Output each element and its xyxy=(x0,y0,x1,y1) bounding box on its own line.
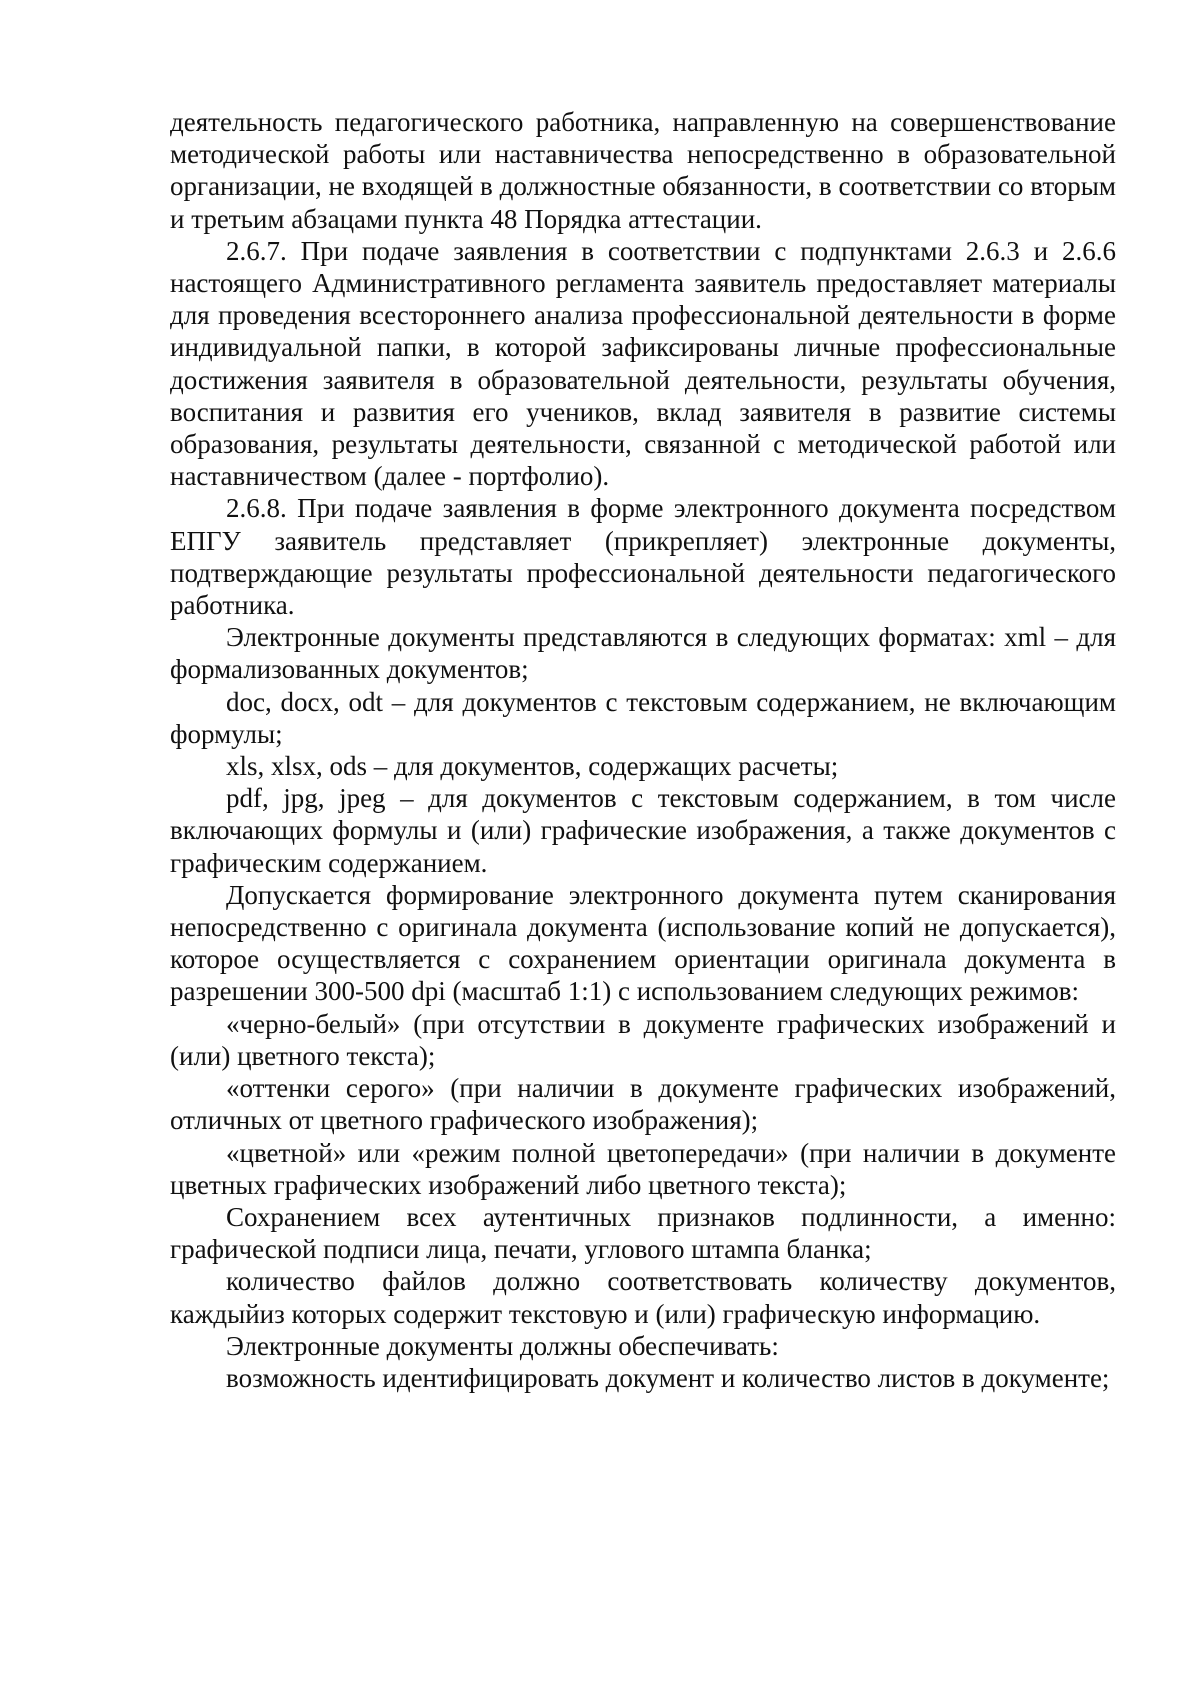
paragraph-requirements-intro: Электронные документы должны обеспечивать: xyxy=(226,1330,779,1361)
paragraph-formats-intro: Электронные документы представляются в следующих форматах: xml – для формализованных документов; xyxy=(170,622,1116,685)
paragraph-mode-color: «цветной» или «режим полной цветопередачи» (при наличии в документе цветных графических изображений либо цветного текста); xyxy=(170,1137,1116,1200)
paragraph-2-6-8: 2.6.8. При подаче заявления в форме электронного документа посредством ЕПГУ заявитель представляет (прикрепляет) электронные документы, подтверждающие результаты профессиональной деятельности педагогического работника. xyxy=(170,493,1116,621)
paragraph-2-6-7: 2.6.7. При подаче заявления в соответствии с подпунктами 2.6.3 и 2.6.6 настоящего Административного регламента заявитель предоставляет материалы для проведения всестороннего анализа профессиональной деятельности в форме индивидуальной папки, в которой зафиксированы личные профессиональные достижения заявителя в образовательной деятельности, результаты обучения, воспитания и развития его учеников, вклад заявителя в развитие системы образования, результаты деятельности, связанной с методической работой или наставничеством (далее - портфолио). xyxy=(170,235,1116,492)
paragraph-format-pdf: pdf, jpg, jpeg – для документов с текстовым содержанием, в том числе включающих формулы и (или) графические изображения, а также документов с графическим содержанием. xyxy=(170,783,1116,878)
paragraph-authenticity: Сохранением всех аутентичных признаков подлинности, а именно: графической подписи лица, печати, углового штампа бланка; xyxy=(170,1201,1116,1265)
paragraph-scanning: Допускается формирование электронного документа путем сканирования непосредственно с оригинала документа (использование копий не допускается), которое осуществляется с сохранением ориентации оригинала документа в разрешении 300-500 dpi (масштаб 1:1) с использованием следующих режимов: xyxy=(170,879,1116,1007)
paragraph-mode-gray: «оттенки серого» (при наличии в документе графических изображений, отличных от цветного графического изображения); xyxy=(170,1073,1116,1136)
paragraph-format-doc: doc, docx, odt – для документов с текстовым содержанием, не включающим формулы; xyxy=(170,686,1116,749)
paragraph-format-xls: xls, xlsx, ods – для документов, содержащих расчеты; xyxy=(226,751,839,782)
paragraph-continuation: деятельность педагогического работника, направленную на совершенствование методической работы или наставничества непосредственно в образовательной организации, не входящей в должностные обязанности, в соответствии со вторым и третьим абзацами пункта 48 Порядка аттестации. xyxy=(170,107,1116,234)
paragraph-mode-bw: «черно-белый» (при отсутствии в документе графических изображений и (или) цветного текста); xyxy=(170,1008,1116,1071)
paragraph-file-count: количество файлов должно соответствовать количеству документов, каждыйиз которых содержит текстовую и (или) графическую информацию. xyxy=(170,1266,1116,1329)
document-body xyxy=(170,106,1116,1394)
paragraph-requirement-identify: возможность идентифицировать документ и количество листов в документе; xyxy=(226,1362,1110,1393)
